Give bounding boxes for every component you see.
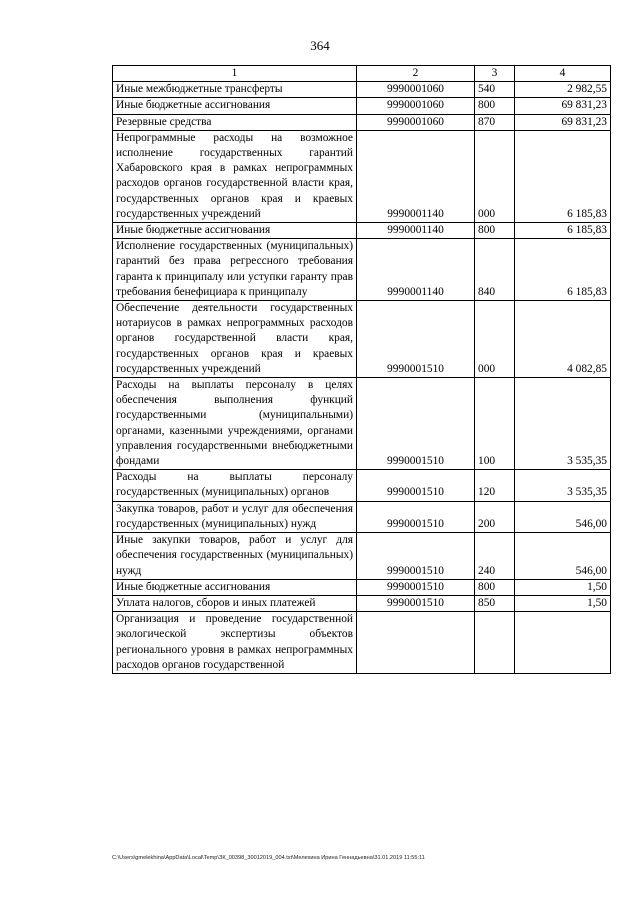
table-row: [113, 533, 611, 580]
table-row: [113, 301, 611, 378]
table-header-row: [113, 66, 611, 82]
footer-file-path: C:\Users\gmelekhina\AppData\Local\Temp\ЗК_00398_30012019_004.txt\Мелехина Ирина Геннадьевна\31.01.2019 11:55:11: [112, 855, 425, 861]
row-name-cell: Непрограммные расходы на возможное исполнение государственных гарантий Хабаровского края в рамках непрограммных расходов органов государственной власти края, государственных органов края и краевых государственных учреждений: [113, 130, 357, 222]
table-row: [113, 82, 611, 98]
row-type-cell: [475, 612, 515, 674]
row-type-cell: 000: [475, 130, 515, 222]
row-amount-cell: 69 831,23: [515, 114, 611, 130]
row-name-cell: Закупка товаров, работ и услуг для обеспечения государственных (муниципальных) нужд: [113, 501, 357, 532]
row-amount-cell: 6 185,83: [515, 223, 611, 239]
row-type-cell: 240: [475, 533, 515, 580]
row-code-cell: 9990001510: [357, 378, 475, 470]
row-code-cell: 9990001060: [357, 114, 475, 130]
header-col-1: 1: [113, 66, 357, 82]
row-amount-cell: [515, 612, 611, 674]
row-name-cell: Расходы на выплаты персоналу в целях обеспечения выполнения функций государственными (муниципальными) органами, казенными учреждениями, органами управления государственными внебюджетными фондами: [113, 378, 357, 470]
row-name-cell: Уплата налогов, сборов и иных платежей: [113, 595, 357, 611]
table-row: [113, 378, 611, 470]
row-name-cell: Резервные средства: [113, 114, 357, 130]
row-amount-cell: 1,50: [515, 595, 611, 611]
header-col-2: 2: [357, 66, 475, 82]
row-name-cell: Исполнение государственных (муниципальных) гарантий без права регрессного требования гаранта к принципалу или уступки гаранту прав требования бенефициара к принципалу: [113, 239, 357, 301]
row-name-cell: Иные закупки товаров, работ и услуг для обеспечения государственных (муниципальных) нужд: [113, 533, 357, 580]
row-code-cell: 9990001140: [357, 223, 475, 239]
row-code-cell: 9990001510: [357, 501, 475, 532]
row-code-cell: 9990001510: [357, 579, 475, 595]
row-type-cell: 840: [475, 239, 515, 301]
table-row: [113, 98, 611, 114]
row-code-cell: 9990001510: [357, 301, 475, 378]
row-name-cell: Иные бюджетные ассигнования: [113, 98, 357, 114]
table-row: [113, 595, 611, 611]
table-row: [113, 239, 611, 301]
row-amount-cell: 2 982,55: [515, 82, 611, 98]
row-amount-cell: 69 831,23: [515, 98, 611, 114]
row-type-cell: 800: [475, 98, 515, 114]
row-amount-cell: 546,00: [515, 501, 611, 532]
table-row: [113, 223, 611, 239]
row-code-cell: 9990001510: [357, 595, 475, 611]
row-name-cell: Иные бюджетные ассигнования: [113, 579, 357, 595]
row-code-cell: 9990001140: [357, 239, 475, 301]
page-number: 364: [310, 38, 330, 53]
row-type-cell: 200: [475, 501, 515, 532]
row-amount-cell: 4 082,85: [515, 301, 611, 378]
row-amount-cell: 6 185,83: [515, 130, 611, 222]
table-row: [113, 501, 611, 532]
row-code-cell: 9990001060: [357, 98, 475, 114]
row-type-cell: 800: [475, 579, 515, 595]
row-type-cell: 000: [475, 301, 515, 378]
table-row: [113, 114, 611, 130]
table-row: [113, 612, 611, 674]
header-col-3: 3: [475, 66, 515, 82]
budget-table: [112, 65, 611, 674]
row-code-cell: 9990001510: [357, 470, 475, 501]
row-type-cell: 800: [475, 223, 515, 239]
table-row: [113, 130, 611, 222]
row-name-cell: Расходы на выплаты персоналу государственных (муниципальных) органов: [113, 470, 357, 501]
row-amount-cell: 3 535,35: [515, 470, 611, 501]
row-code-cell: 9990001060: [357, 82, 475, 98]
row-type-cell: 540: [475, 82, 515, 98]
row-amount-cell: 546,00: [515, 533, 611, 580]
table-body: [113, 82, 611, 674]
row-code-cell: 9990001510: [357, 533, 475, 580]
row-name-cell: Обеспечение деятельности государственных нотариусов в рамках непрограммных расходов органов государственной власти края, государственных органов края и краевых государственных учреждений: [113, 301, 357, 378]
row-type-cell: 100: [475, 378, 515, 470]
row-type-cell: 870: [475, 114, 515, 130]
row-type-cell: 850: [475, 595, 515, 611]
row-code-cell: [357, 612, 475, 674]
row-code-cell: 9990001140: [357, 130, 475, 222]
row-name-cell: Организация и проведение государственной экологической экспертизы объектов регионального уровня в рамках непрограммных расходов органов государственной: [113, 612, 357, 674]
row-name-cell: Иные межбюджетные трансферты: [113, 82, 357, 98]
table-row: [113, 470, 611, 501]
row-amount-cell: 3 535,35: [515, 378, 611, 470]
table-row: [113, 579, 611, 595]
row-name-cell: Иные бюджетные ассигнования: [113, 223, 357, 239]
header-col-4: 4: [515, 66, 611, 82]
row-amount-cell: 6 185,83: [515, 239, 611, 301]
row-type-cell: 120: [475, 470, 515, 501]
row-amount-cell: 1,50: [515, 579, 611, 595]
